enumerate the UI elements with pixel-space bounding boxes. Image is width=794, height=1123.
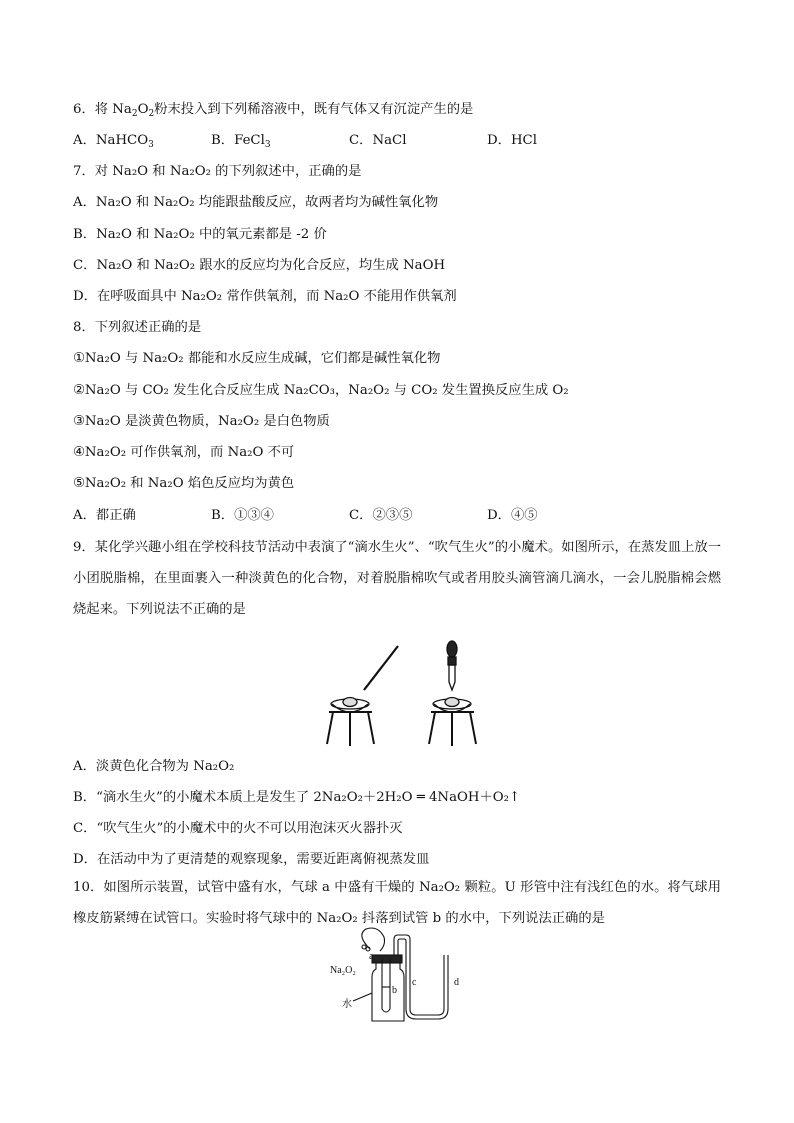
q6-stem-part: 6．将 Na [73, 102, 132, 117]
right-tripod-leg [429, 712, 435, 744]
rubber-stopper [372, 955, 402, 963]
dropper-tube [449, 665, 455, 690]
left-tripod-leg [327, 712, 333, 744]
right-tripod-leg [470, 712, 476, 744]
q8-option-d: D．④⑤ [487, 508, 538, 523]
label-a: a [369, 951, 374, 962]
q8-option-c: C．②③⑤ [349, 508, 413, 523]
balloon-a [362, 928, 385, 951]
q8-statement-4: ④Na₂O₂ 可作供氧剂，而 Na₂O 不可 [73, 445, 295, 460]
q8-option-b: B．①③④ [211, 508, 274, 523]
q6-option-b-sub: 3 [264, 140, 271, 150]
label-water: 水 [342, 999, 352, 1010]
test-tube-b [382, 959, 390, 1012]
q6-stem [73, 101, 473, 119]
q6-option-a [73, 132, 154, 150]
q6-option-a-text: A．NaHCO [73, 133, 149, 148]
q9-stem: 9．某化学兴趣小组在学校科技节活动中表演了“滴水生火”、“吹气生火”的小魔术。如图所示，在蒸发皿上放一小团脱脂棉，在里面裹入一种淡黄色的化合物，对着脱脂棉吹气或者用胶头滴管滴几滴水，一会儿脱脂棉会燃烧起来。下列说法不正确的是 [73, 540, 721, 617]
dropper-bulb [447, 641, 457, 657]
q8-stem: 8．下列叙述正确的是 [73, 320, 202, 335]
dropper-collar [448, 657, 456, 665]
q9-option-b: B．“滴水生火”的小魔术本质上是发生了 2Na₂O₂＋2H₂O ═ 4NaOH＋O₂↑ [73, 790, 521, 805]
left-tripod-leg [368, 712, 374, 744]
q8-statement-5: ⑤Na₂O₂ 和 Na₂O 焰色反应均为黄色 [73, 476, 295, 491]
q7-option-d: D．在呼吸面具中 Na₂O₂ 常作供氧剂，而 Na₂O 不能用作供氧剂 [73, 289, 457, 304]
label-na2o2: Na₂O₂ [330, 965, 356, 976]
flask [372, 963, 404, 1021]
q8-statement-3: ③Na₂O 是淡黄色物质，Na₂O₂ 是白色物质 [73, 414, 330, 429]
label-d: d [454, 977, 459, 988]
q10-figure [326, 925, 476, 1025]
water-pointer [353, 993, 372, 1001]
q6-option-c: C．NaCl [349, 133, 407, 148]
q6-stem-sub: 2 [131, 109, 138, 119]
q8-option-a: A．都正确 [73, 508, 136, 523]
q6-stem-part: O [137, 102, 149, 117]
q8-statement-2: ②Na₂O 与 CO₂ 发生化合反应生成 Na₂CO₃，Na₂O₂ 与 CO₂ 发生置换反应生成 O₂ [73, 383, 569, 398]
q9-option-a: A．淡黄色化合物为 Na₂O₂ [73, 759, 235, 774]
q10-stem: 10．如图所示装置，试管中盛有水，气球 a 中盛有干燥的 Na₂O₂ 颗粒。U 形管中注有浅红色的水。将气球用橡皮筋紧缚在试管口。实验时将气球中的 Na₂O₂ 抖落到试管 b 的水中，下列说法正确的是 [73, 880, 721, 926]
q6-option-b-text: B．FeCl [211, 133, 265, 148]
q7-stem: 7．对 Na₂O 和 Na₂O₂ 的下列叙述中，正确的是 [73, 164, 362, 179]
q6-option-d: D．HCl [487, 133, 537, 148]
label-b: b [392, 985, 397, 996]
left-cotton [343, 698, 357, 707]
q6-option-a-sub: 3 [148, 140, 154, 150]
right-cotton [445, 698, 459, 707]
q8-statement-1: ①Na₂O 与 Na₂O₂ 都能和水反应生成碱，它们都是碱性氧化物 [73, 351, 441, 366]
q7-option-b: B．Na₂O 和 Na₂O₂ 中的氧元素都是 -2 价 [73, 227, 327, 242]
q6-option-b [211, 132, 271, 150]
q9-figure-svg [318, 622, 488, 747]
q7-option-c: C．Na₂O 和 Na₂O₂ 跟水的反应均为化合反应，均生成 NaOH [73, 258, 446, 273]
q10-figure-svg [326, 925, 476, 1025]
q6-stem-part: 粉末投入到下列稀溶液中，既有气体又有沉淀产生的是 [154, 102, 474, 117]
q9-option-c: C．“吹气生火”的小魔术中的火不可以用泡沫灭火器扑灭 [73, 821, 403, 836]
q9-figure [318, 622, 488, 747]
q7-option-a: A．Na₂O 和 Na₂O₂ 均能跟盐酸反应，故两者均为碱性氧化物 [73, 195, 439, 210]
label-c: c [412, 977, 417, 988]
u-tube [394, 935, 444, 1015]
q9-option-d: D．在活动中为了更清楚的观察现象，需要近距离俯视蒸发皿 [73, 852, 430, 867]
q6-stem-sub: 2 [148, 109, 155, 119]
na2o2-particle [362, 945, 366, 949]
blow-straw [364, 646, 398, 690]
u-tube-outer [398, 939, 448, 1019]
